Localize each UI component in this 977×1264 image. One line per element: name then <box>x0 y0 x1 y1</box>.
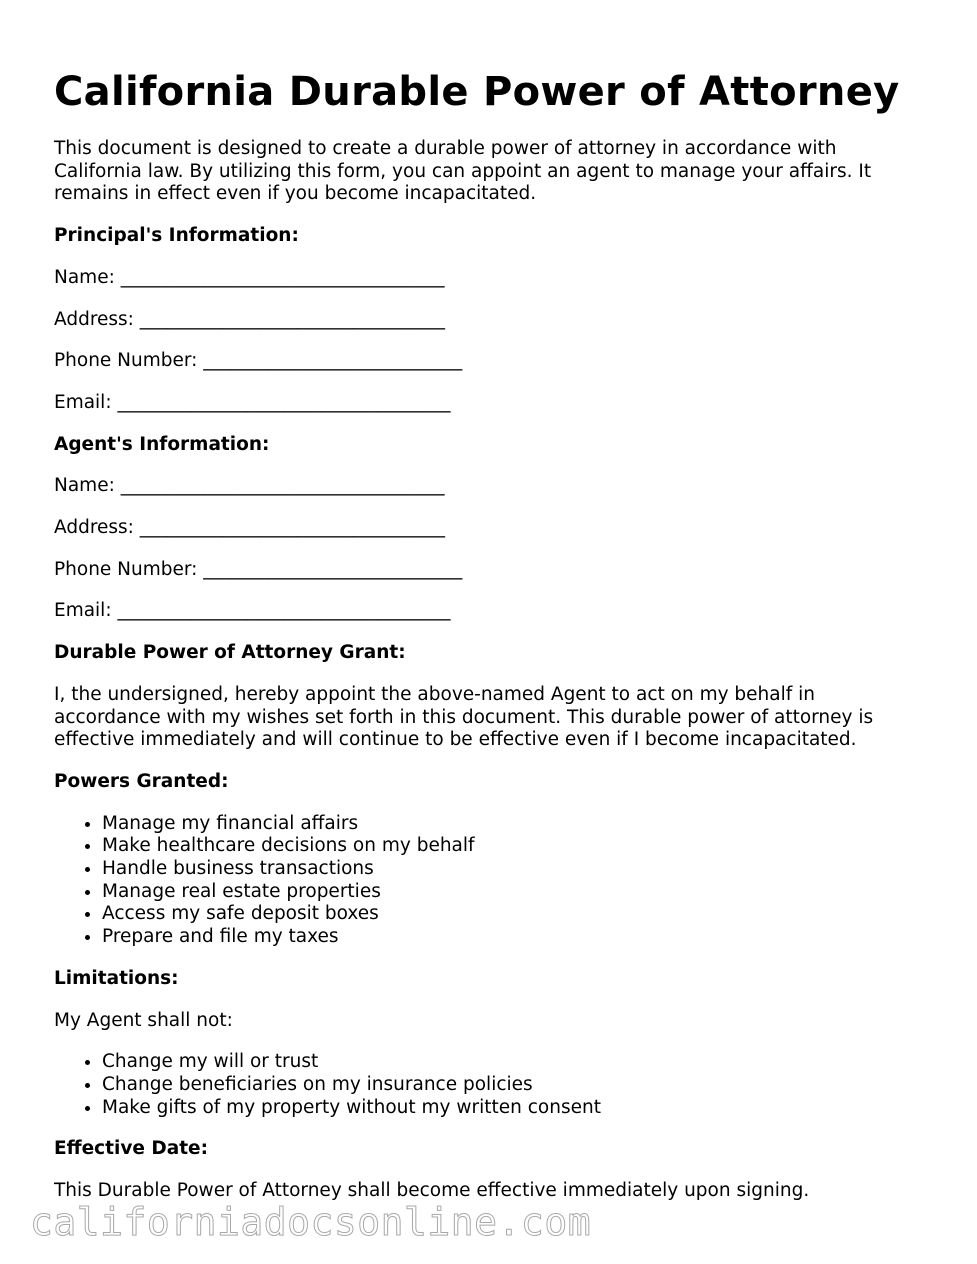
list-item: • Make gifts of my property without my written consent <box>102 1097 914 1120</box>
grant-heading: Durable Power of Attorney Grant: <box>54 642 406 664</box>
powers-list <box>54 813 914 949</box>
agent-name-field: Name: ___________________________________ <box>54 475 445 497</box>
principal-name-field: Name: ___________________________________ <box>54 266 445 288</box>
effective-heading: Effective Date: <box>54 1138 208 1160</box>
list-item: • Manage my financial affairs <box>102 813 914 836</box>
limitations-list <box>54 1051 914 1119</box>
principal-address-field: Address: _________________________________ <box>54 308 446 330</box>
watermark: californiadocsonline.com <box>30 1200 592 1244</box>
grant-paragraph: I, the undersigned, hereby appoint the above-named Agent to act on my behalf in accordance with my wishes set forth in this document. This durable power of attorney is effective immediately and will continue to be effective even if I become incapacitated. <box>54 683 874 751</box>
agent-heading: Agent's Information: <box>54 433 270 455</box>
list-item: • Handle business transactions <box>102 858 914 881</box>
limitations-heading: Limitations: <box>54 967 179 989</box>
list-item: • Change beneficiaries on my insurance policies <box>102 1074 914 1097</box>
list-item: • Prepare and file my taxes <box>102 926 914 949</box>
effective-paragraph: This Durable Power of Attorney shall become effective immediately upon signing. <box>54 1180 810 1202</box>
powers-heading: Powers Granted: <box>54 770 229 792</box>
principal-email-field: Email: ____________________________________ <box>54 391 451 413</box>
document-title: California Durable Power of Attorney <box>54 69 900 115</box>
list-item: • Change my will or trust <box>102 1051 914 1074</box>
limitations-intro: My Agent shall not: <box>54 1009 233 1031</box>
principal-phone-field: Phone Number: ____________________________ <box>54 350 463 372</box>
intro-paragraph: This document is designed to create a durable power of attorney in accordance with California law. By utilizing this form, you can appoint an agent to manage your affairs. It remains in effect even if you become incapacitated. <box>54 138 872 205</box>
agent-phone-field: Phone Number: ____________________________ <box>54 558 463 580</box>
agent-address-field: Address: _________________________________ <box>54 517 446 539</box>
list-item: • Manage real estate properties <box>102 881 914 904</box>
agent-email-field: Email: ____________________________________ <box>54 600 451 622</box>
document-page <box>54 66 914 1222</box>
principal-heading: Principal's Information: <box>54 225 299 247</box>
list-item: • Access my safe deposit boxes <box>102 903 914 926</box>
list-item: • Make healthcare decisions on my behalf <box>102 835 914 858</box>
